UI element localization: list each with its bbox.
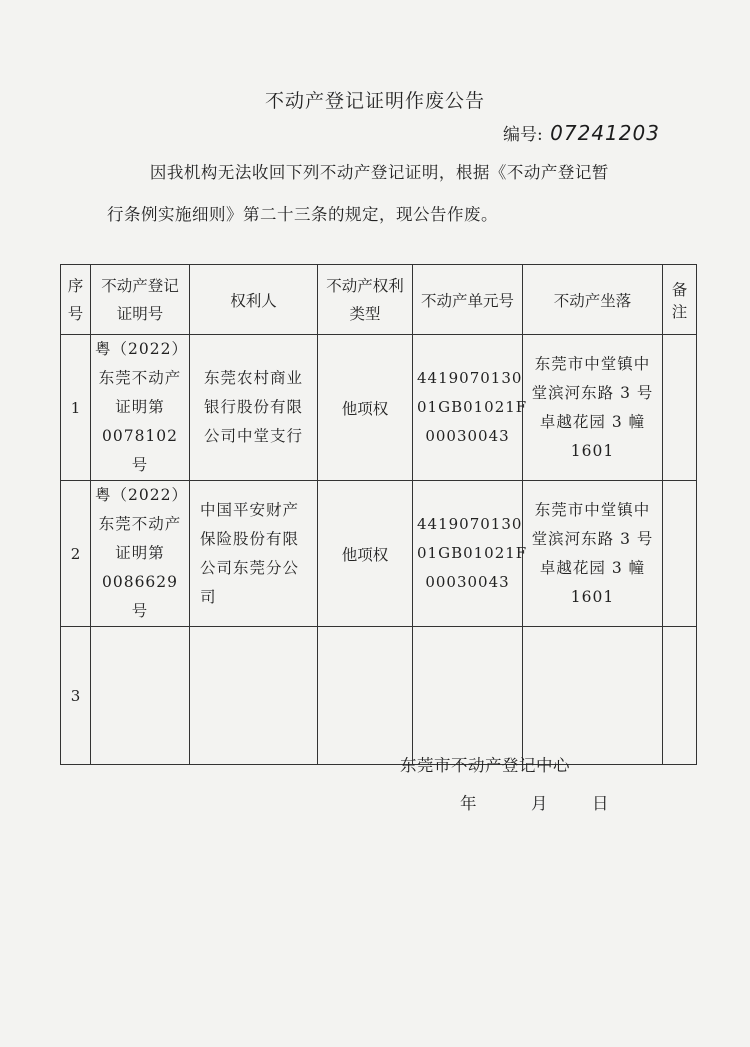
cell-remark <box>663 481 697 627</box>
serial-number <box>503 120 660 145</box>
cell-right-type: 他项权 <box>318 481 413 627</box>
body-line-1: 因我机构无法收回下列不动产登记证明，根据《不动产登记暂 <box>149 163 609 182</box>
cell-remark <box>663 335 697 481</box>
cell-unit-no: 4419070130 01GB01021F 00030043 <box>413 335 523 481</box>
header-location: 不动产坐落 <box>523 265 663 335</box>
table-header-row <box>61 265 697 335</box>
serial-label: 编号: <box>503 125 543 145</box>
cell-location <box>523 627 663 765</box>
cell-holder: 东莞农村商业 银行股份有限 公司中堂支行 <box>190 335 318 481</box>
cell-cert-no <box>91 627 190 765</box>
body-line-2: 行条例实施细则》第二十三条的规定，现公告作废。 <box>107 205 498 224</box>
cell-seq: 1 <box>61 335 91 481</box>
cell-location: 东莞市中堂镇中 堂滨河东路 3 号 卓越花园 3 幢 1601 <box>523 481 663 627</box>
table-row <box>61 481 697 627</box>
cell-location: 东莞市中堂镇中 堂滨河东路 3 号 卓越花园 3 幢 1601 <box>523 335 663 481</box>
cell-cert-no: 粤（2022） 东莞不动产 证明第 0078102 号 <box>91 335 190 481</box>
header-right-type: 不动产权利 类型 <box>318 265 413 335</box>
cell-cert-no: 粤（2022） 东莞不动产 证明第 0086629 号 <box>91 481 190 627</box>
date-month-label: 月 <box>531 794 548 813</box>
issue-date <box>460 790 609 814</box>
document-title: 不动产登记证明作废公告 <box>264 90 485 112</box>
cell-right-type: 他项权 <box>318 335 413 481</box>
cell-unit-no <box>413 627 523 765</box>
header-remark: 备注 <box>663 265 697 335</box>
cell-holder: 中国平安财产 保险股份有限 公司东莞分公 司 <box>190 481 318 627</box>
header-unit-no: 不动产单元号 <box>413 265 523 335</box>
cell-holder <box>190 627 318 765</box>
announcement-body <box>107 152 667 236</box>
table-row <box>61 627 697 765</box>
date-day-label: 日 <box>592 794 609 813</box>
cell-seq: 3 <box>61 627 91 765</box>
header-holder: 权利人 <box>190 265 318 335</box>
cell-remark <box>663 627 697 765</box>
table-row <box>61 335 697 481</box>
cell-unit-no: 4419070130 01GB01021F 00030043 <box>413 481 523 627</box>
cell-right-type <box>318 627 413 765</box>
header-cert-no: 不动产登记 证明号 <box>91 265 190 335</box>
serial-value-handwritten: 07241203 <box>550 121 660 145</box>
date-year-label: 年 <box>460 794 477 813</box>
header-seq: 序 号 <box>61 265 91 335</box>
issuing-authority: 东莞市不动产登记中心 <box>400 756 570 775</box>
certificate-table <box>60 264 697 765</box>
cell-seq: 2 <box>61 481 91 627</box>
